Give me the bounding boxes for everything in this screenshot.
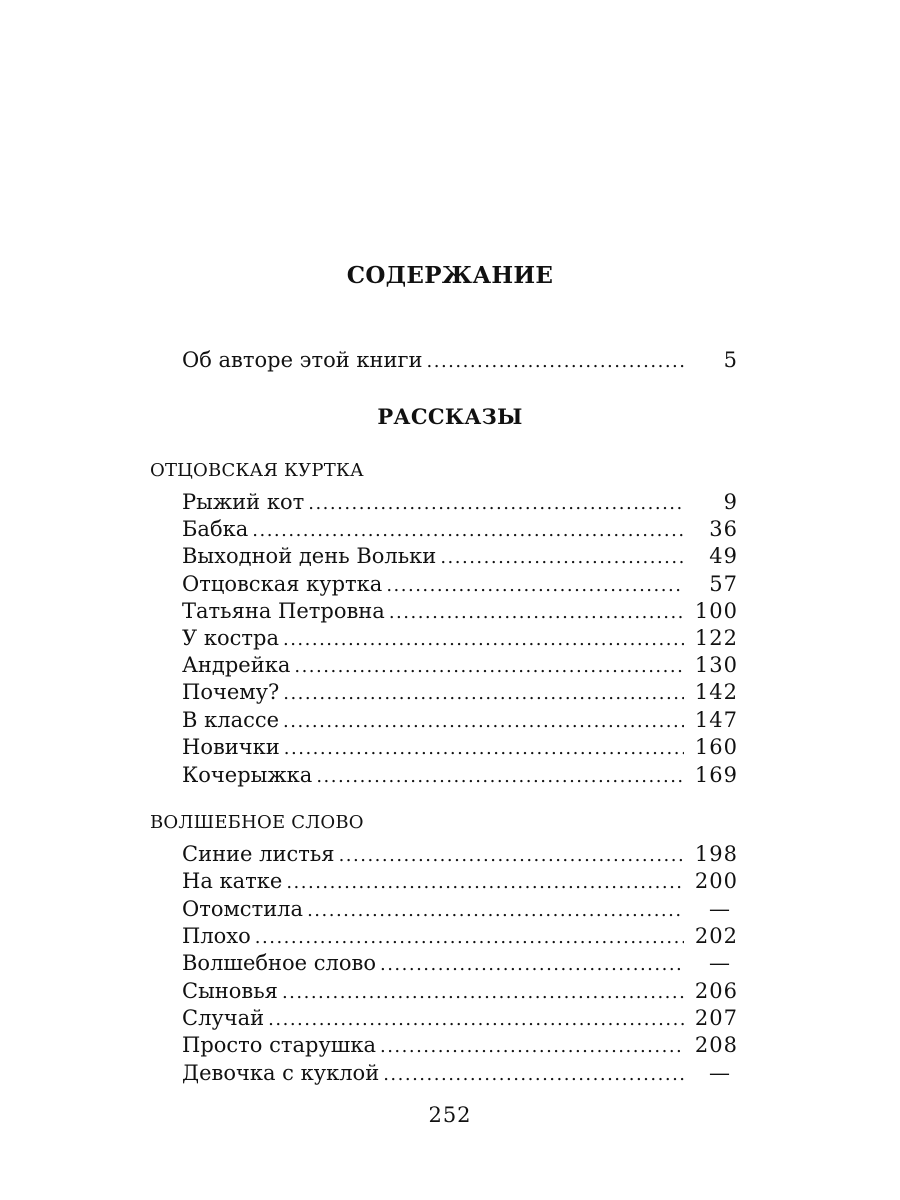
toc-entry-page: 49 [709,544,738,568]
toc-entry-page: 147 [694,708,738,732]
toc-entry [182,542,738,570]
toc-entry-page: 200 [694,869,738,893]
toc-entry-label: Волшебное слово [182,951,376,975]
toc-entry-label: Татьяна Петровна [182,599,385,623]
toc-entry-label: Новички [182,735,280,759]
toc-entry [182,733,738,761]
section-title: РАССКАЗЫ [377,404,523,429]
toc-entry [182,867,738,895]
toc-entry-page: 36 [709,517,738,541]
toc-entry [182,977,738,1005]
toc-entry-page: 208 [694,1033,738,1057]
dot-leader [440,544,684,572]
toc-entry [182,706,738,734]
toc-entry-page: 169 [694,763,738,787]
dot-leader [252,517,684,545]
toc-entry [182,678,738,706]
toc-entry [182,1004,738,1032]
toc-entry [182,570,738,598]
toc-entry-page: 100 [694,599,738,623]
toc-entry-label: Почему? [182,680,280,704]
toc-entry [182,949,738,977]
toc-entry-label: Случай [182,1006,265,1030]
toc-entry-page: 9 [723,490,738,514]
dot-leader [284,735,684,763]
toc-entry-label: Бабка [182,517,249,541]
toc-entry-label: Андрейка [182,653,291,677]
toc-entry-page: — [709,897,731,921]
toc-entry-label: Кочерыжка [182,763,313,787]
dot-leader [427,348,685,376]
dot-leader [283,708,684,736]
toc-entry-page: 198 [694,842,738,866]
toc-entry-page: 160 [694,735,738,759]
dot-leader [268,1006,684,1034]
toc-entry-label: Синие листья [182,842,335,866]
dot-leader [255,924,684,952]
toc-entry-page: 206 [694,979,738,1003]
toc-entry-label: В классе [182,708,280,732]
page-number: 252 [428,1103,472,1127]
toc-entry-about-author [182,346,738,374]
toc-entry [182,651,738,679]
toc-entry-page: 5 [723,348,738,372]
dot-leader [283,626,684,654]
toc-entry [182,761,738,789]
dot-leader [294,653,684,681]
group-title-otsovskaya-kurtka: ОТЦОВСКАЯ КУРТКА [150,460,364,481]
toc-entry-page: 122 [694,626,738,650]
toc-entry-label: Об авторе этой книги [182,348,423,372]
dot-leader [389,599,684,627]
toc-entry-page: 142 [694,680,738,704]
dot-leader [308,490,684,518]
toc-entry-label: Просто старушка [182,1033,376,1057]
toc-entry-label: На катке [182,869,283,893]
toc-entry-page: 202 [694,924,738,948]
toc-entry [182,1059,738,1087]
toc-entry [182,488,738,516]
group-title-volshebnoe-slovo: ВОЛШЕБНОЕ СЛОВО [150,812,364,833]
dot-leader [386,572,684,600]
toc-entry [182,1031,738,1059]
toc-entry-page: — [709,1061,731,1085]
toc-entry-page: — [709,951,731,975]
toc-entry-label: Девочка с куклой [182,1061,380,1085]
toc-entry-page: 207 [694,1006,738,1030]
dot-leader [283,680,684,708]
dot-leader [380,951,684,979]
toc-entry-label: Выходной день Вольки [182,544,437,568]
toc-entry-label: Сыновья [182,979,278,1003]
toc-entry-page: 57 [709,572,738,596]
toc-entry-page: 130 [694,653,738,677]
toc-entry-label: Рыжий кот [182,490,305,514]
dot-leader [383,1061,684,1089]
dot-leader [307,897,684,925]
dot-leader [339,842,684,870]
toc-entry [182,624,738,652]
toc-entry-label: Отцовская куртка [182,572,383,596]
dot-leader [282,979,684,1007]
toc-entry [182,515,738,543]
dot-leader [380,1033,684,1061]
toc-entry [182,922,738,950]
toc-entry-label: Отомстила [182,897,304,921]
toc-entry-label: Плохо [182,924,251,948]
toc-entry [182,840,738,868]
page-title: СОДЕРЖАНИЕ [346,262,554,289]
toc-entry [182,895,738,923]
toc-entry-label: У костра [182,626,279,650]
toc-entry [182,597,738,625]
dot-leader [286,869,684,897]
dot-leader [316,763,684,791]
